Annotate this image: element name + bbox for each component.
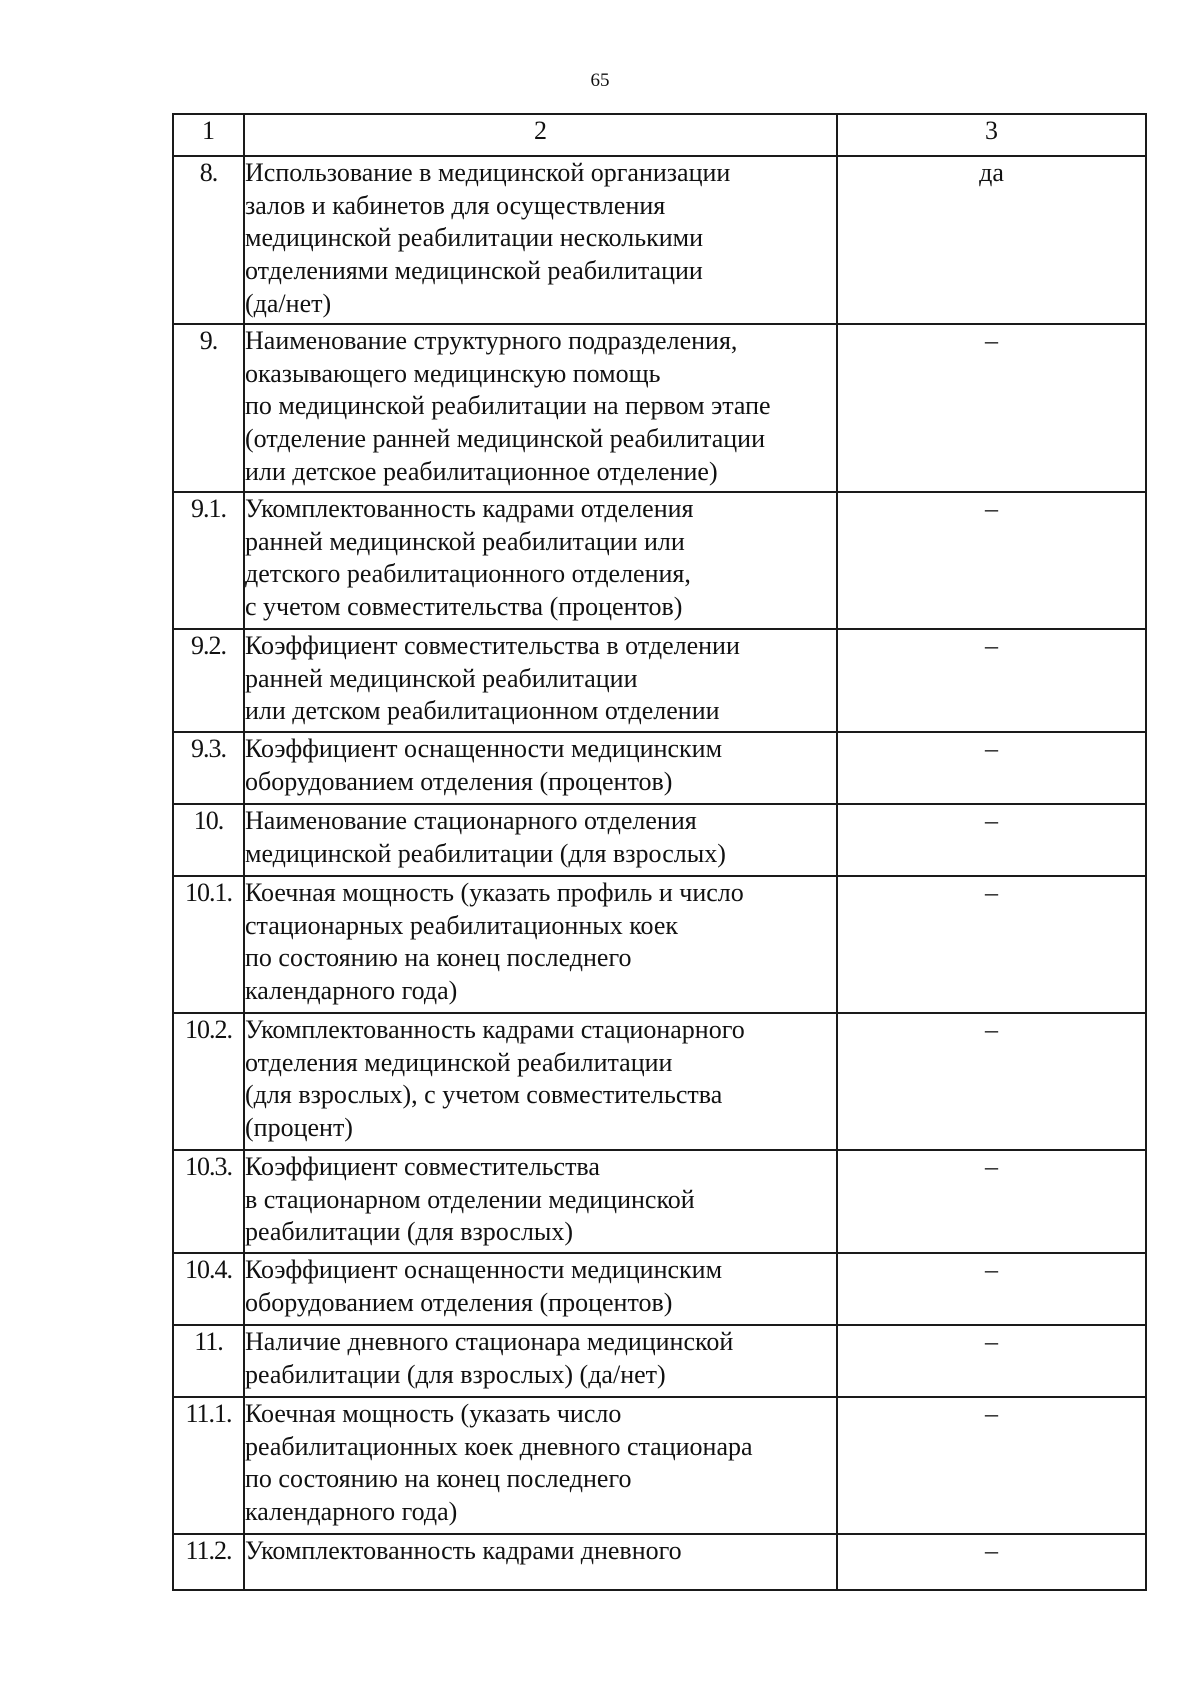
row-value: да [837,156,1146,324]
row-description: Коэффициент оснащенности медицинским оборудованием отделения (процентов) [244,732,837,804]
table-row [173,1397,1146,1534]
row-number: 11.2. [173,1534,244,1590]
row-number: 8. [173,156,244,324]
table-row [173,804,1146,876]
page-number: 65 [590,70,610,91]
row-value: – [837,732,1146,804]
row-description: Использование в медицинской организации залов и кабинетов для осуществления медицинской реабилитации несколькими отделениями медицинской реабилитации (да/нет) [244,156,837,324]
row-value: – [837,1150,1146,1253]
table-row [173,1150,1146,1253]
row-value: – [837,804,1146,876]
row-number: 10.2. [173,1013,244,1150]
row-value: – [837,1325,1146,1397]
row-value: – [837,492,1146,629]
column-header-3: 3 [837,114,1146,156]
row-number: 11. [173,1325,244,1397]
table-row [173,1534,1146,1590]
row-number: 10. [173,804,244,876]
row-description: Укомплектованность кадрами стационарного отделения медицинской реабилитации (для взрослых), с учетом совместительства (процент) [244,1013,837,1150]
row-description: Наименование структурного подразделения, оказывающего медицинскую помощь по медицинской реабилитации на первом этапе (отделение ранней медицинской реабилитации или детское реабилитационное отделение) [244,324,837,492]
row-value: – [837,324,1146,492]
row-description: Коэффициент совместительства в стационарном отделении медицинской реабилитации (для взрослых) [244,1150,837,1253]
row-number: 9.1. [173,492,244,629]
row-value: – [837,1253,1146,1325]
row-number: 9. [173,324,244,492]
row-number: 10.1. [173,876,244,1013]
table-row [173,1325,1146,1397]
row-number: 11.1. [173,1397,244,1534]
row-description: Коэффициент совместительства в отделении ранней медицинской реабилитации или детском реабилитационном отделении [244,629,837,732]
row-value: – [837,1013,1146,1150]
table-row [173,492,1146,629]
row-description: Коэффициент оснащенности медицинским оборудованием отделения (процентов) [244,1253,837,1325]
table-row [173,156,1146,324]
table-header-row [173,114,1146,156]
indicator-table [172,113,1147,1591]
column-header-2: 2 [244,114,837,156]
table-row [173,1013,1146,1150]
table-row [173,324,1146,492]
row-number: 9.2. [173,629,244,732]
row-description: Коечная мощность (указать число реабилитационных коек дневного стационара по состоянию на конец последнего календарного года) [244,1397,837,1534]
table-row [173,876,1146,1013]
row-description: Укомплектованность кадрами отделения ранней медицинской реабилитации или детского реабилитационного отделения, с учетом совместительства (процентов) [244,492,837,629]
row-description: Укомплектованность кадрами дневного [244,1534,837,1590]
row-description: Наименование стационарного отделения медицинской реабилитации (для взрослых) [244,804,837,876]
row-value: – [837,1534,1146,1590]
row-value: – [837,1397,1146,1534]
row-value: – [837,629,1146,732]
row-number: 10.4. [173,1253,244,1325]
row-number: 9.3. [173,732,244,804]
column-header-1: 1 [173,114,244,156]
table-row [173,732,1146,804]
row-description: Коечная мощность (указать профиль и число стационарных реабилитационных коек по состоянию на конец последнего календарного года) [244,876,837,1013]
row-number: 10.3. [173,1150,244,1253]
row-description: Наличие дневного стационара медицинской реабилитации (для взрослых) (да/нет) [244,1325,837,1397]
table-row [173,1253,1146,1325]
row-value: – [837,876,1146,1013]
table-row [173,629,1146,732]
